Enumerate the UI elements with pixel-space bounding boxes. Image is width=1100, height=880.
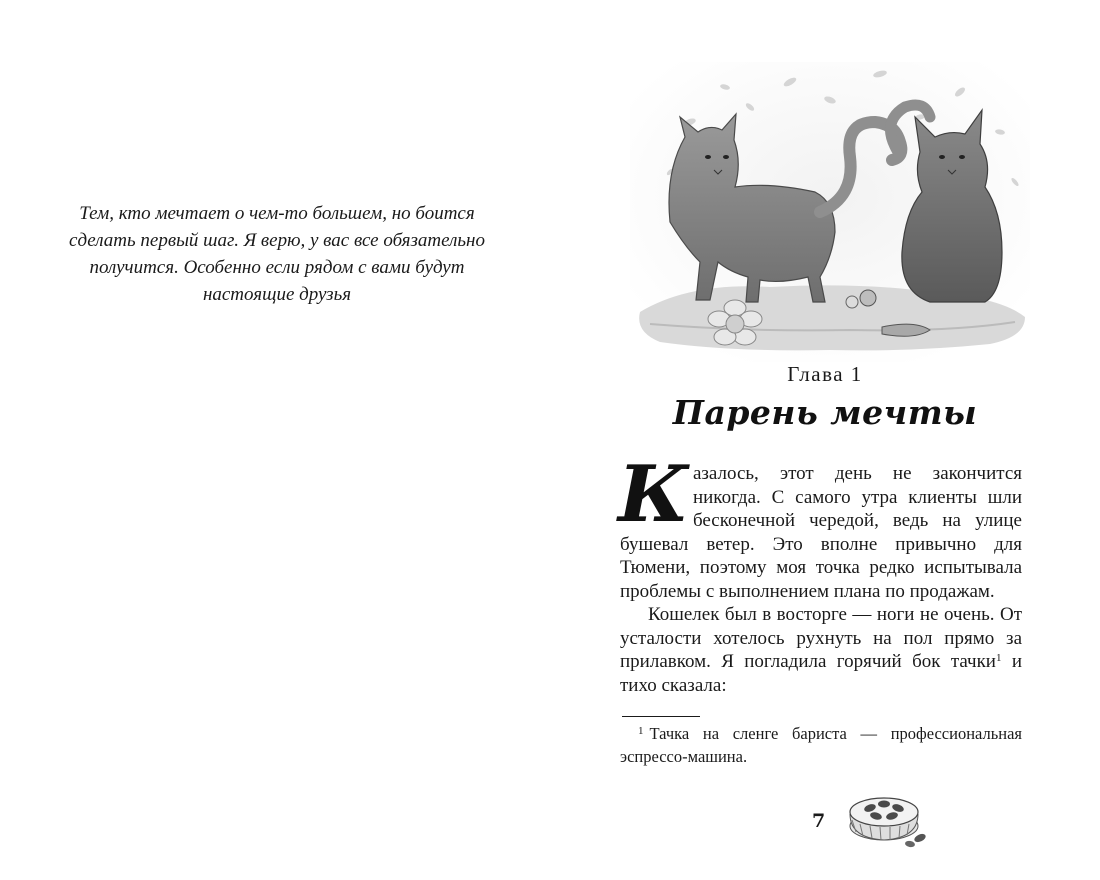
paragraph-2-text-after: и тихо сказала:	[620, 651, 1022, 696]
paragraph-2	[620, 603, 1022, 697]
two-cats-illustration	[630, 62, 1030, 362]
page-number: 7	[812, 810, 826, 832]
dedication: Тем, кто мечтает о чем-то большем, но боится сделать первый шаг. Я верю, у вас все обязательно получится. Особенно если рядом с вами будут настоящие друзья	[69, 203, 485, 305]
footnote-number: 1	[638, 725, 644, 737]
right-page	[550, 0, 1100, 880]
paragraph-1-text: азалось, этот день не закончится никогда. С самого утра клиенты шли бесконечной чередой, ведь на улице бушевал ветер. Это вполне привычно для Тюмени, поэтому моя точка редко испытывала проблемы с выполнением плана по продажам.	[620, 463, 1022, 602]
footnote-text: Тачка на сленге бариста — профессиональная эспрессо-машина.	[620, 724, 1022, 766]
chapter-body	[618, 449, 1022, 697]
paragraph-1	[618, 449, 1022, 603]
pie-icon	[846, 786, 930, 850]
chapter-title: Парень мечты	[672, 393, 978, 432]
paragraph-2-text-before: Кошелек был в восторге — ноги не очень. От усталости хотелось рухнуть на пол прямо за прилавком. Я погладила горячий бок тачки	[620, 604, 1022, 672]
drop-cap: К	[618, 449, 689, 540]
footnote	[620, 722, 1022, 768]
chapter-label: Глава 1	[787, 362, 863, 386]
footnote-divider	[622, 716, 700, 717]
footnote-reference[interactable]: 1	[995, 652, 1002, 664]
